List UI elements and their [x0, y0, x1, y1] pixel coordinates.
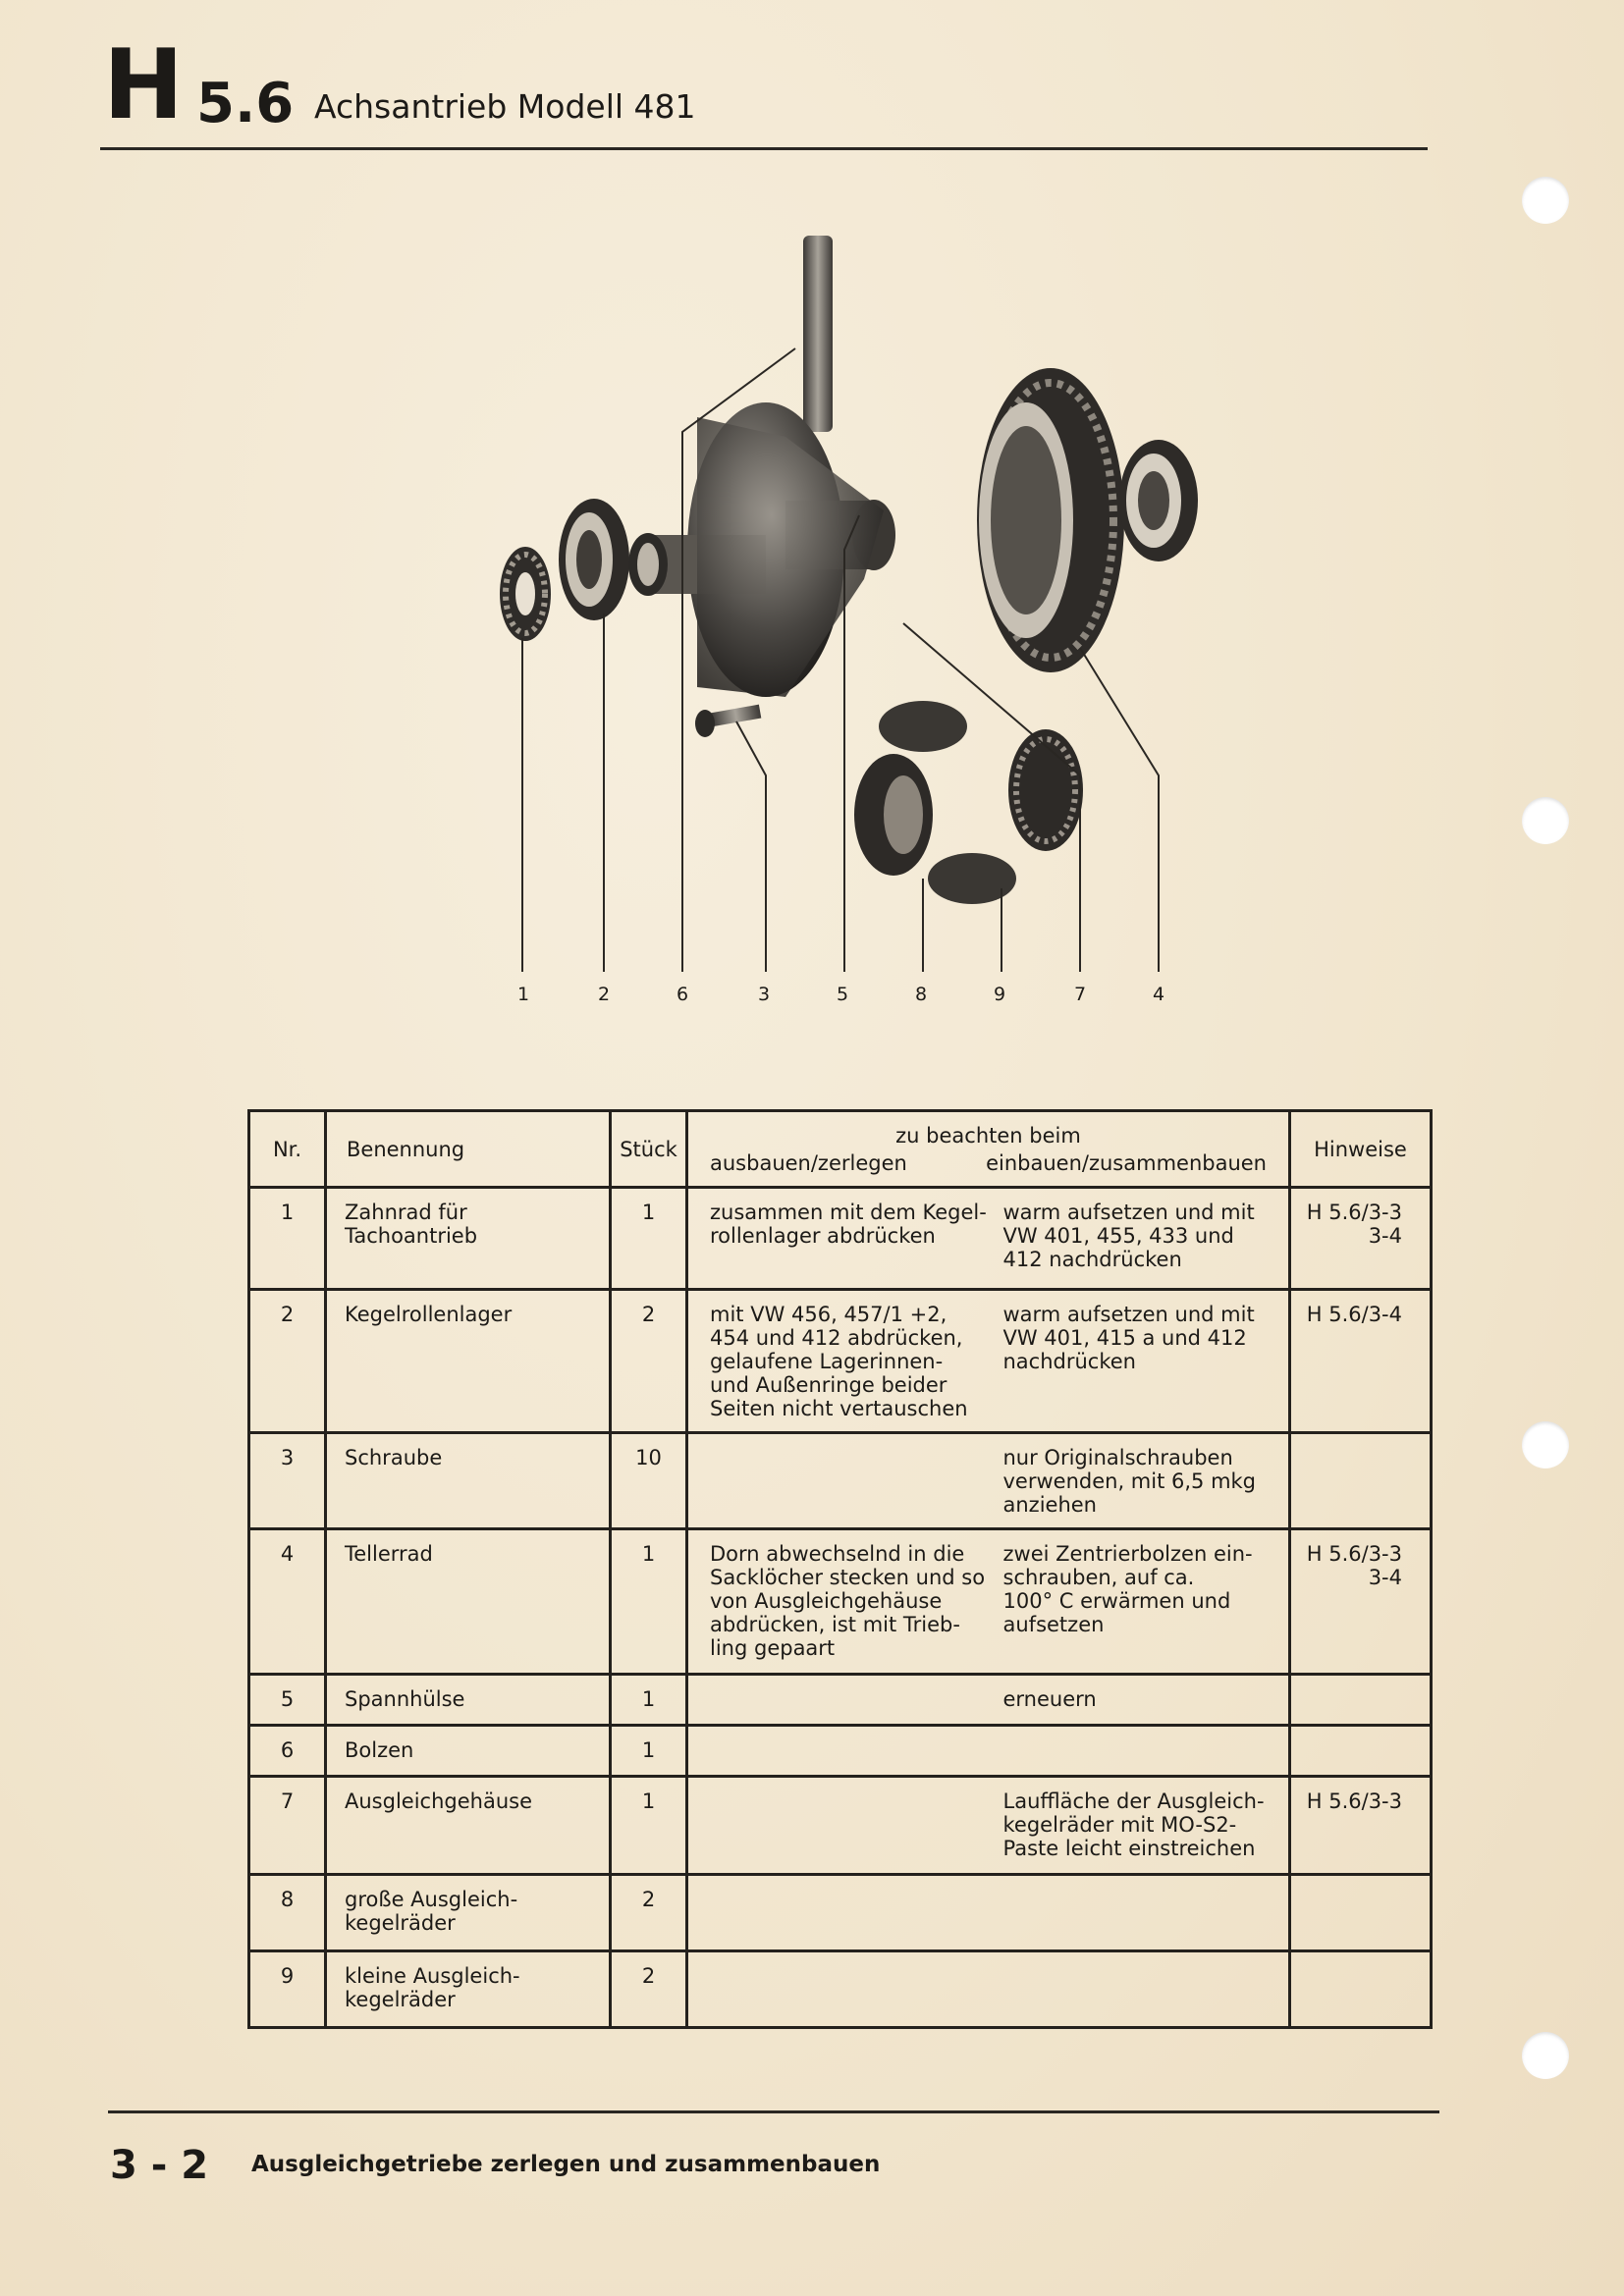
- bearing-right-part: [1119, 440, 1198, 561]
- cell-install: nur Originalschrauben verwenden, mit 6,5 mkg anziehen: [1002, 1446, 1257, 1517]
- cell-name: Ausgleichgehäuse: [326, 1777, 611, 1875]
- cell-hint: H 5.6/3-3: [1290, 1777, 1432, 1875]
- header-note-group: zu beachten beim: [895, 1123, 1081, 1148]
- callout-5: 5: [836, 984, 849, 1005]
- bevel-gears-part: [854, 701, 1083, 904]
- cell-install: warm aufsetzen und mit VW 401, 415 a und 412 nachdrücken: [1002, 1303, 1255, 1373]
- cell-notes: [687, 1675, 1290, 1726]
- table-row: [249, 1675, 1432, 1726]
- cell-name: Zahnrad für Tachoantrieb: [326, 1188, 611, 1290]
- callout-1: 1: [516, 984, 530, 1005]
- cell-qty: 1: [611, 1675, 687, 1726]
- speedometer-gear-part: [500, 547, 551, 641]
- cell-hint: H 5.6/3-4: [1290, 1290, 1432, 1433]
- cell-removal: zusammen mit dem Kegel- rollenlager abdrücken: [710, 1201, 987, 1248]
- punch-hole-1: [1522, 177, 1569, 224]
- cell-qty: 10: [611, 1433, 687, 1529]
- punch-hole-2: [1522, 797, 1569, 844]
- section-letter: H: [103, 29, 183, 141]
- cell-qty: 1: [611, 1777, 687, 1875]
- cell-hint: [1290, 1726, 1432, 1777]
- footer-rule: [108, 2110, 1439, 2113]
- notes-wrapper: [696, 1789, 1280, 1860]
- cell-removal: Dorn abwechselnd in die Sacklöcher stecken und so von Ausgleichgehäuse abdrücken, ist mit Trieb- ling gepaart: [710, 1542, 986, 1660]
- cell-hint: [1290, 1675, 1432, 1726]
- cell-nr: 8: [249, 1875, 326, 1951]
- header-name: Benennung: [326, 1111, 611, 1188]
- cell-nr: 1: [249, 1188, 326, 1290]
- cell-nr: 5: [249, 1675, 326, 1726]
- cell-install: warm aufsetzen und mit VW 401, 455, 433 und 412 nachdrücken: [1002, 1201, 1255, 1271]
- cell-notes: [687, 1875, 1290, 1951]
- header-qty: Stück: [611, 1111, 687, 1188]
- cell-notes: [687, 1951, 1290, 2028]
- notes-wrapper: [696, 1201, 1280, 1271]
- cell-nr: 3: [249, 1433, 326, 1529]
- cell-name: große Ausgleich- kegelräder: [326, 1875, 611, 1951]
- cell-qty: 2: [611, 1290, 687, 1433]
- cell-qty: 2: [611, 1951, 687, 2028]
- table-row: [249, 1951, 1432, 2028]
- cell-removal: [696, 1789, 988, 1860]
- table-row: [249, 1726, 1432, 1777]
- table-header-row: [249, 1111, 1432, 1188]
- cell-hint: [1290, 1875, 1432, 1951]
- cell-hint: [1290, 1433, 1432, 1529]
- cell-hint: H 5.6/3-3 3-4: [1290, 1188, 1432, 1290]
- cell-name: Kegelrollenlager: [326, 1290, 611, 1433]
- cell-install: zwei Zentrierbolzen ein- schrauben, auf ca. 100° C erwärmen und aufsetzen: [1002, 1542, 1253, 1636]
- cell-name: Schraube: [326, 1433, 611, 1529]
- cell-notes: [687, 1777, 1290, 1875]
- cell-removal: mit VW 456, 457/1 +2, 454 und 412 abdrücken, gelaufene Lagerinnen- und Außenringe beider Seiten nicht vertauschen: [710, 1303, 968, 1420]
- table-row: [249, 1529, 1432, 1675]
- cell-hint: H 5.6/3-3 3-4: [1290, 1529, 1432, 1675]
- cell-nr: 2: [249, 1290, 326, 1433]
- cell-nr: 7: [249, 1777, 326, 1875]
- screw-part: [695, 705, 761, 737]
- ring-gear-part: [977, 368, 1124, 672]
- cell-name: Bolzen: [326, 1726, 611, 1777]
- cell-removal: [696, 1446, 988, 1517]
- cell-nr: 9: [249, 1951, 326, 2028]
- callout-3: 3: [757, 984, 771, 1005]
- cell-install: Lauffläche der Ausgleich- kegelräder mit MO-S2- Paste leicht einstreichen: [1002, 1789, 1265, 1860]
- cell-notes: [687, 1529, 1290, 1675]
- callout-7: 7: [1073, 984, 1087, 1005]
- table-row: [249, 1777, 1432, 1875]
- table-row: [249, 1433, 1432, 1529]
- exploded-view-figure: [471, 226, 1218, 1031]
- header-notes: [687, 1111, 1290, 1188]
- table-row: [249, 1290, 1432, 1433]
- cell-qty: 2: [611, 1875, 687, 1951]
- header-rule: [100, 147, 1428, 150]
- notes-wrapper: [696, 1446, 1280, 1517]
- callout-6: 6: [676, 984, 689, 1005]
- cell-removal: [696, 1687, 988, 1711]
- cell-hint: [1290, 1951, 1432, 2028]
- cell-name: Spannhülse: [326, 1675, 611, 1726]
- cell-nr: 4: [249, 1529, 326, 1675]
- cell-qty: 1: [611, 1188, 687, 1290]
- cell-install: erneuern: [1002, 1687, 1097, 1711]
- section-number: 5.6: [196, 72, 295, 135]
- header-install: einbauen/zusammenbauen: [986, 1150, 1267, 1175]
- cell-notes: [687, 1726, 1290, 1777]
- parts-table: [247, 1109, 1433, 2029]
- cell-nr: 6: [249, 1726, 326, 1777]
- exploded-view-drawing: [471, 226, 1218, 1031]
- header-removal: ausbauen/zerlegen: [710, 1150, 907, 1175]
- cell-qty: 1: [611, 1726, 687, 1777]
- cell-qty: 1: [611, 1529, 687, 1675]
- callout-9: 9: [993, 984, 1006, 1005]
- notes-wrapper: [696, 1542, 1280, 1660]
- callout-8: 8: [914, 984, 928, 1005]
- page-number: 3 - 2: [110, 2143, 209, 2188]
- table-row: [249, 1875, 1432, 1951]
- callout-2: 2: [597, 984, 611, 1005]
- cell-notes: [687, 1433, 1290, 1529]
- cell-notes: [687, 1290, 1290, 1433]
- header-hint: Hinweise: [1290, 1111, 1432, 1188]
- cell-notes: [687, 1188, 1290, 1290]
- pin-part: [803, 236, 833, 432]
- bearing-left-part: [559, 499, 629, 620]
- callout-4: 4: [1152, 984, 1165, 1005]
- punch-hole-4: [1522, 2032, 1569, 2079]
- punch-hole-3: [1522, 1421, 1569, 1468]
- footer-title: Ausgleichgetriebe zerlegen und zusammenbauen: [251, 2152, 881, 2177]
- notes-wrapper: [696, 1303, 1280, 1420]
- header-nr: Nr.: [249, 1111, 326, 1188]
- notes-wrapper: [696, 1687, 1280, 1711]
- page-title: Achsantrieb Modell 481: [314, 87, 696, 126]
- cell-name: Tellerrad: [326, 1529, 611, 1675]
- differential-housing-part: [628, 402, 895, 697]
- table-row: [249, 1188, 1432, 1290]
- cell-name: kleine Ausgleich- kegelräder: [326, 1951, 611, 2028]
